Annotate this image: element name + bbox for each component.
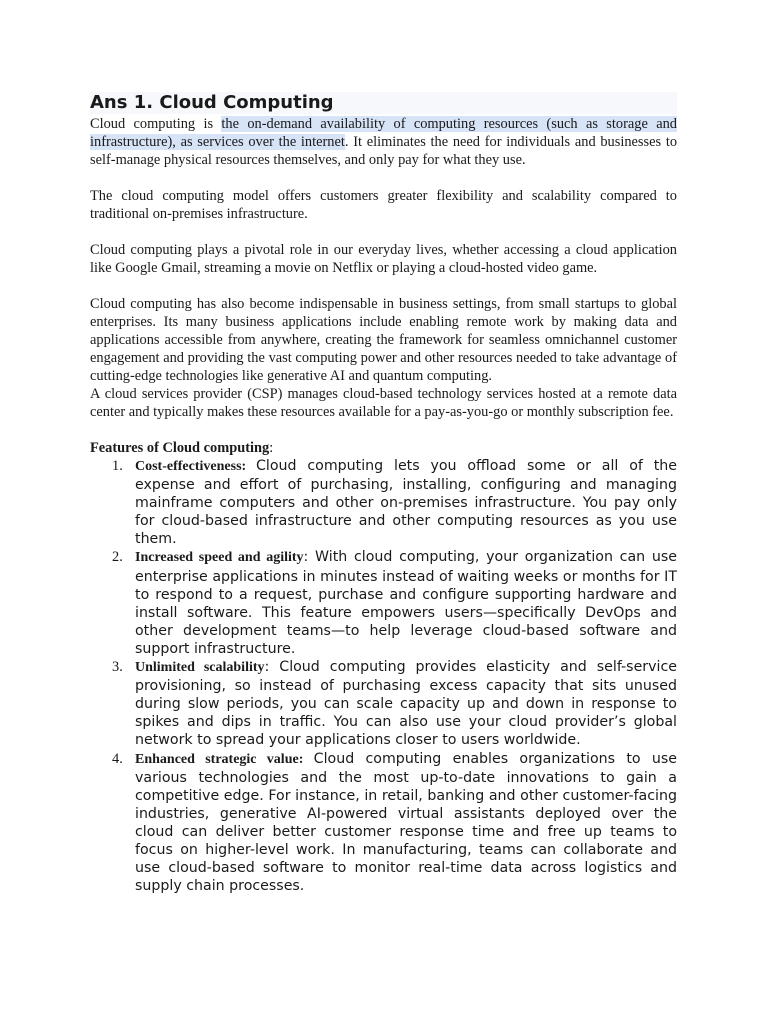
paragraph-flexibility: The cloud computing model offers customers greater flexibility and scalability compared to traditional on-premises infrastructure.: [90, 188, 677, 222]
list-item: [90, 548, 677, 658]
feature-term: Increased speed and agility: [135, 550, 304, 566]
features-heading-colon: :: [269, 440, 274, 456]
feature-separator: :: [241, 459, 257, 474]
feature-description: Cloud computing enables organizations to use various technologies and the most up-to-date innovations to gain a competitive edge. For instance, in retail, banking and other customer-facing industries, generative AI-powered virtual assistants deployed over the cloud can deliver better customer response time and free up teams to focus on higher-level work. In manufacturing, teams can collaborate and use cloud-based software to monitor real-time data across logistics and supply chain processes.: [135, 750, 677, 895]
intro-lead: Cloud computing is: [90, 116, 222, 132]
list-item-number: 2.: [112, 549, 123, 566]
features-list: [90, 457, 677, 895]
feature-description: With cloud computing, your organization can use enterprise applications in minutes instead of waiting weeks or months for IT to respond to a request, purchase and configure supporting hardware and install software. This feature empowers users—specifically DevOps and other development teams—to help leverage cloud-based software and support infrastructure.: [135, 549, 677, 657]
list-item-number: 3.: [112, 659, 123, 676]
features-heading-text: Features of Cloud computing: [90, 440, 270, 456]
intro-paragraph: [90, 115, 677, 169]
document-body: [90, 92, 677, 895]
intro-rest: . It eliminates the need for individuals and businesses to self-manage physical resources themselves, and only pay for what they use.: [90, 134, 678, 168]
list-item: [90, 658, 677, 749]
paragraph-spacer: [90, 223, 677, 241]
paragraph-csp: A cloud services provider (CSP) manages cloud-based technology services hosted at a remote data center and typically makes these resources available for a pay-as-you-go or monthly subscription fee.: [90, 386, 677, 420]
paragraph-spacer: [90, 169, 677, 187]
list-item-number: 1.: [112, 458, 123, 474]
paragraph-spacer: [90, 421, 677, 439]
document-title: Ans 1. Cloud Computing: [90, 92, 677, 114]
feature-term: Unlimited scalability: [135, 660, 265, 676]
features-heading: [90, 439, 677, 457]
list-item: [90, 750, 677, 896]
feature-separator: :: [303, 549, 316, 566]
feature-description: Cloud computing lets you offload some or all of the expense and effort of purchasing, installing, configuring and managing mainframe computers and other on-premises infrastructure. You pay only for cloud-based infrastructure and other computing resources as you use them.: [135, 458, 677, 548]
list-item-number: 4.: [112, 750, 123, 767]
feature-term: Enhanced strategic value: [135, 751, 299, 767]
paragraph-business: Cloud computing has also become indispensable in business settings, from small startups to global enterprises. Its many business applications include enabling remote work by making data and applications accessible from anywhere, creating the framework for seamless omnichannel customer engagement and providing the vast computing power and other resources needed to take advantage of cutting-edge technologies like generative AI and quantum computing.: [90, 296, 677, 384]
feature-description: Cloud computing provides elasticity and self-service provisioning, so instead of purchasing excess capacity that sits unused during slow periods, you can scale capacity up and down in response to spikes and dips in traffic. You can also use your cloud provider’s global network to spread your applications closer to users worldwide.: [135, 659, 677, 749]
highlighted-definition[interactable]: the on-demand availability of computing resources (such as storage and infrastructure), as services over the internet: [90, 116, 677, 150]
feature-separator: :: [264, 659, 280, 676]
paragraph-everyday: Cloud computing plays a pivotal role in our everyday lives, whether accessing a cloud application like Google Gmail, streaming a movie on Netflix or playing a cloud-hosted video game.: [90, 242, 677, 276]
feature-separator: :: [298, 751, 314, 767]
feature-term: Cost-effectiveness: [135, 459, 242, 474]
paragraph-spacer: [90, 277, 677, 295]
list-item: [90, 457, 677, 548]
